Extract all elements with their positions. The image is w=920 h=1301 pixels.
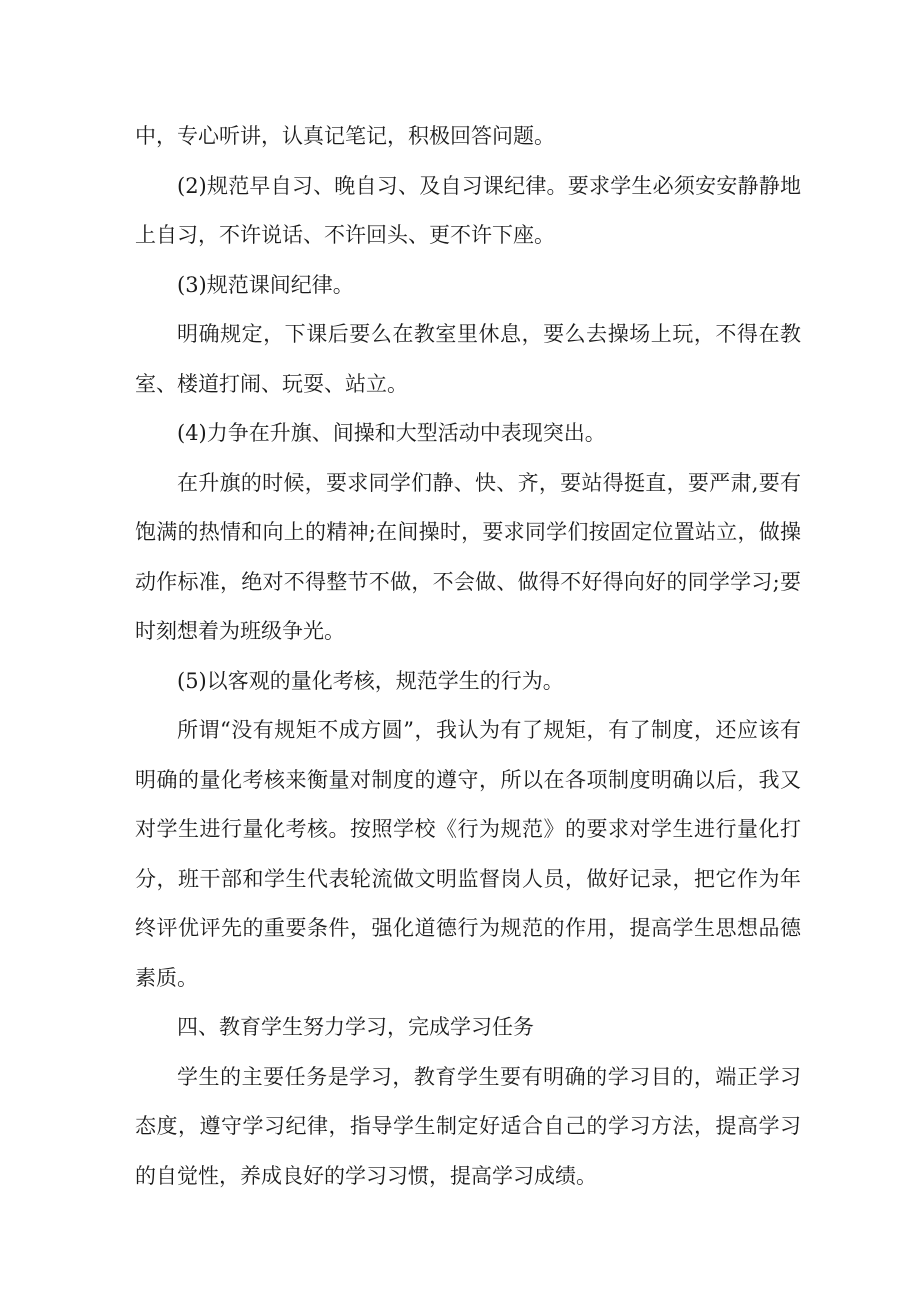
paragraph-item-4-detail: 在升旗的时候，要求同学们静、快、齐，要站得挺直，要严肃,要有饱满的热情和向上的精神;在间操时，要求同学们按固定位置站立，做操动作标准，绝对不得整节不做，不会做、做得不好得向好的同学学习;要时刻想着为班级争光。 (135, 470, 801, 643)
paragraph-section-4-body: 学生的主要任务是学习，教育学生要有明确的学习目的，端正学习态度，遵守学习纪律，指导学生制定好适合自己的学习方法，提高学习的自觉性，养成良好的学习习惯，提高学习成绩。 (135, 1064, 801, 1188)
paragraph-continuation: 中，专心听讲，认真记笔记，积极回答问题。 (135, 124, 555, 148)
paragraph-item-2: (2)规范早自习、晚自习、及自习课纪律。要求学生必须安安静静地上自习，不许说话、不许回头、更不许下座。 (135, 173, 801, 247)
paragraph-item-3-detail: 明确规定，下课后要么在教室里休息，要么去操场上玩，不得在教室、楼道打闹、玩耍、站立。 (135, 322, 801, 396)
paragraph-item-5: (5)以客观的量化考核，规范学生的行为。 (177, 668, 564, 693)
section-heading-4: 四、教育学生努力学习，完成学习任务 (177, 1015, 534, 1039)
paragraph-item-3: (3)规范课间纪律。 (177, 272, 354, 297)
document-body (135, 112, 801, 1201)
paragraph-item-4: (4)力争在升旗、间操和大型活动中表现突出。 (177, 421, 606, 445)
paragraph-item-5-detail: 所谓“没有规矩不成方圆”，我认为有了规矩，有了制度，还应该有明确的量化考核来衡量对制度的遵守，所以在各项制度明确以后，我又对学生进行量化考核。按照学校《行为规范》的要求对学生进行量化打分，班干部和学生代表轮流做文明监督岗人员，做好记录，把它作为年终评优评先的重要条件，强化道德行为规范的作用，提高学生思想品德素质。 (135, 718, 801, 990)
